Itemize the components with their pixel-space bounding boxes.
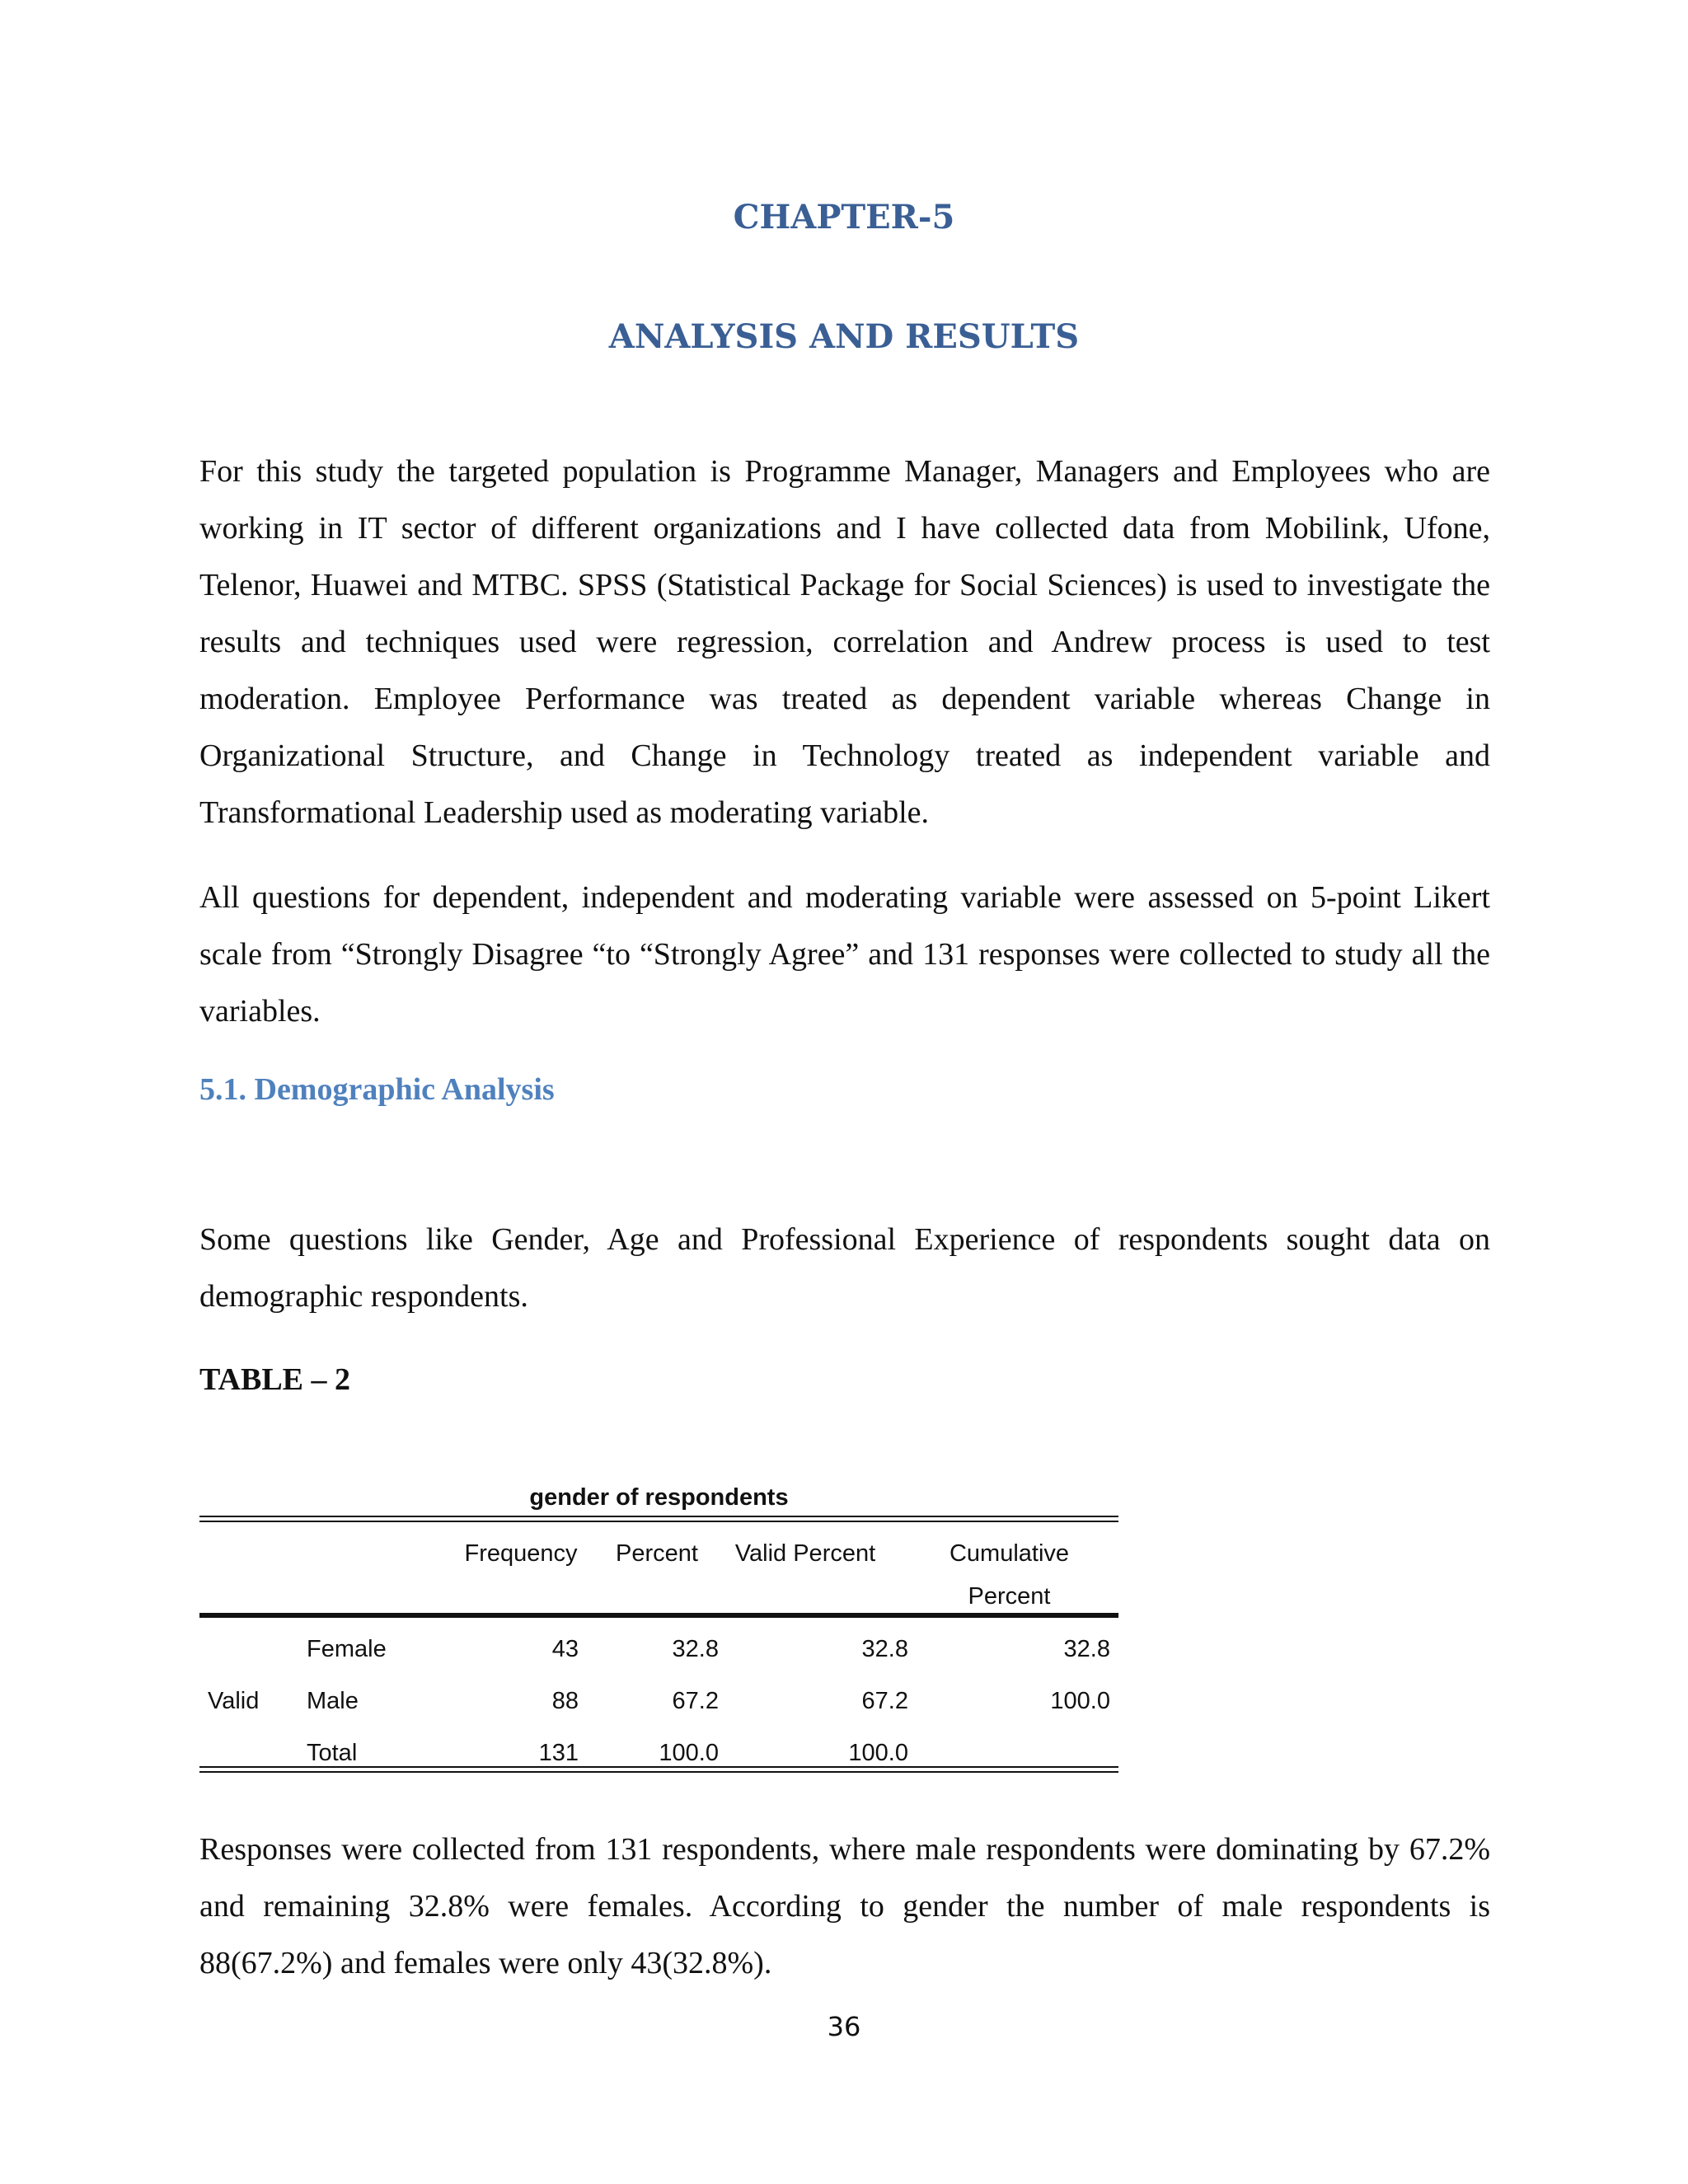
- header-valid-percent: Valid Percent: [734, 1540, 876, 1567]
- table-top-rule: [199, 1516, 1118, 1517]
- cell-frequency: 88: [551, 1688, 579, 1714]
- row-label: Total: [307, 1740, 358, 1766]
- row-group-label: Valid: [208, 1688, 260, 1714]
- cell-valid-percent: 32.8: [861, 1636, 908, 1662]
- header-cumulative: Cumulative: [949, 1540, 1070, 1567]
- intro-paragraph: For this study the targeted population is Programme Manager, Managers and Employees who are working in IT sector of different organizations and I have collected data from Mobilink, Ufone, Telenor, Huawei and MTBC. SPSS (Statistical Package for Social Sciences) is used to investigate the results and techniques used were regression, correlation and Andrew process is used to test moderation. Employee Performance was treated as dependent variable whereas Change in Organizational Structure, and Change in Technology treated as independent variable and Transformational Leadership used as moderating variable.: [199, 454, 1490, 830]
- chapter-number: CHAPTER-5: [733, 198, 955, 237]
- table-top-rule-2: [199, 1521, 1118, 1522]
- row-label: Male: [307, 1688, 359, 1714]
- cell-cumulative: 100.0: [1050, 1688, 1110, 1714]
- cell-percent: 67.2: [672, 1688, 719, 1714]
- cell-percent: 100.0: [659, 1740, 719, 1766]
- cell-percent: 32.8: [672, 1636, 719, 1662]
- table-header-rule: [199, 1613, 1118, 1618]
- table-label: TABLE – 2: [199, 1362, 351, 1397]
- likert-paragraph: All questions for dependent, independent and moderating variable were assessed on 5-point Likert scale from “Strongly Disagree “to “Strongly Agree” and 131 responses were collected to study all the variables.: [199, 880, 1490, 1029]
- chapter-title: ANALYSIS AND RESULTS: [608, 317, 1080, 356]
- table-bottom-rule-2: [199, 1771, 1118, 1773]
- cell-valid-percent: 67.2: [861, 1688, 908, 1714]
- summary-paragraph: Responses were collected from 131 respondents, where male respondents were dominating by 67.2% and remaining 32.8% were females. According to gender the number of male respondents is 88(67.2%) and females were only 43(32.8%).: [199, 1832, 1490, 1980]
- row-label: Female: [307, 1636, 387, 1662]
- section-heading: 5.1. Demographic Analysis: [199, 1072, 555, 1107]
- cell-cumulative: 32.8: [1063, 1636, 1110, 1662]
- demographic-paragraph: Some questions like Gender, Age and Professional Experience of respondents sought data on demographic respondents.: [199, 1222, 1490, 1314]
- page-number: 36: [827, 2011, 861, 2042]
- header-cumulative-line2: Percent: [968, 1583, 1051, 1610]
- header-frequency: Frequency: [464, 1540, 578, 1567]
- table-title: gender of respondents: [529, 1484, 789, 1511]
- gender-table: [199, 1479, 1118, 1776]
- cell-frequency: 43: [551, 1636, 579, 1662]
- table-bottom-rule: [199, 1766, 1118, 1768]
- header-percent: Percent: [616, 1540, 698, 1567]
- cell-valid-percent: 100.0: [848, 1740, 908, 1766]
- cell-frequency: 131: [538, 1740, 579, 1766]
